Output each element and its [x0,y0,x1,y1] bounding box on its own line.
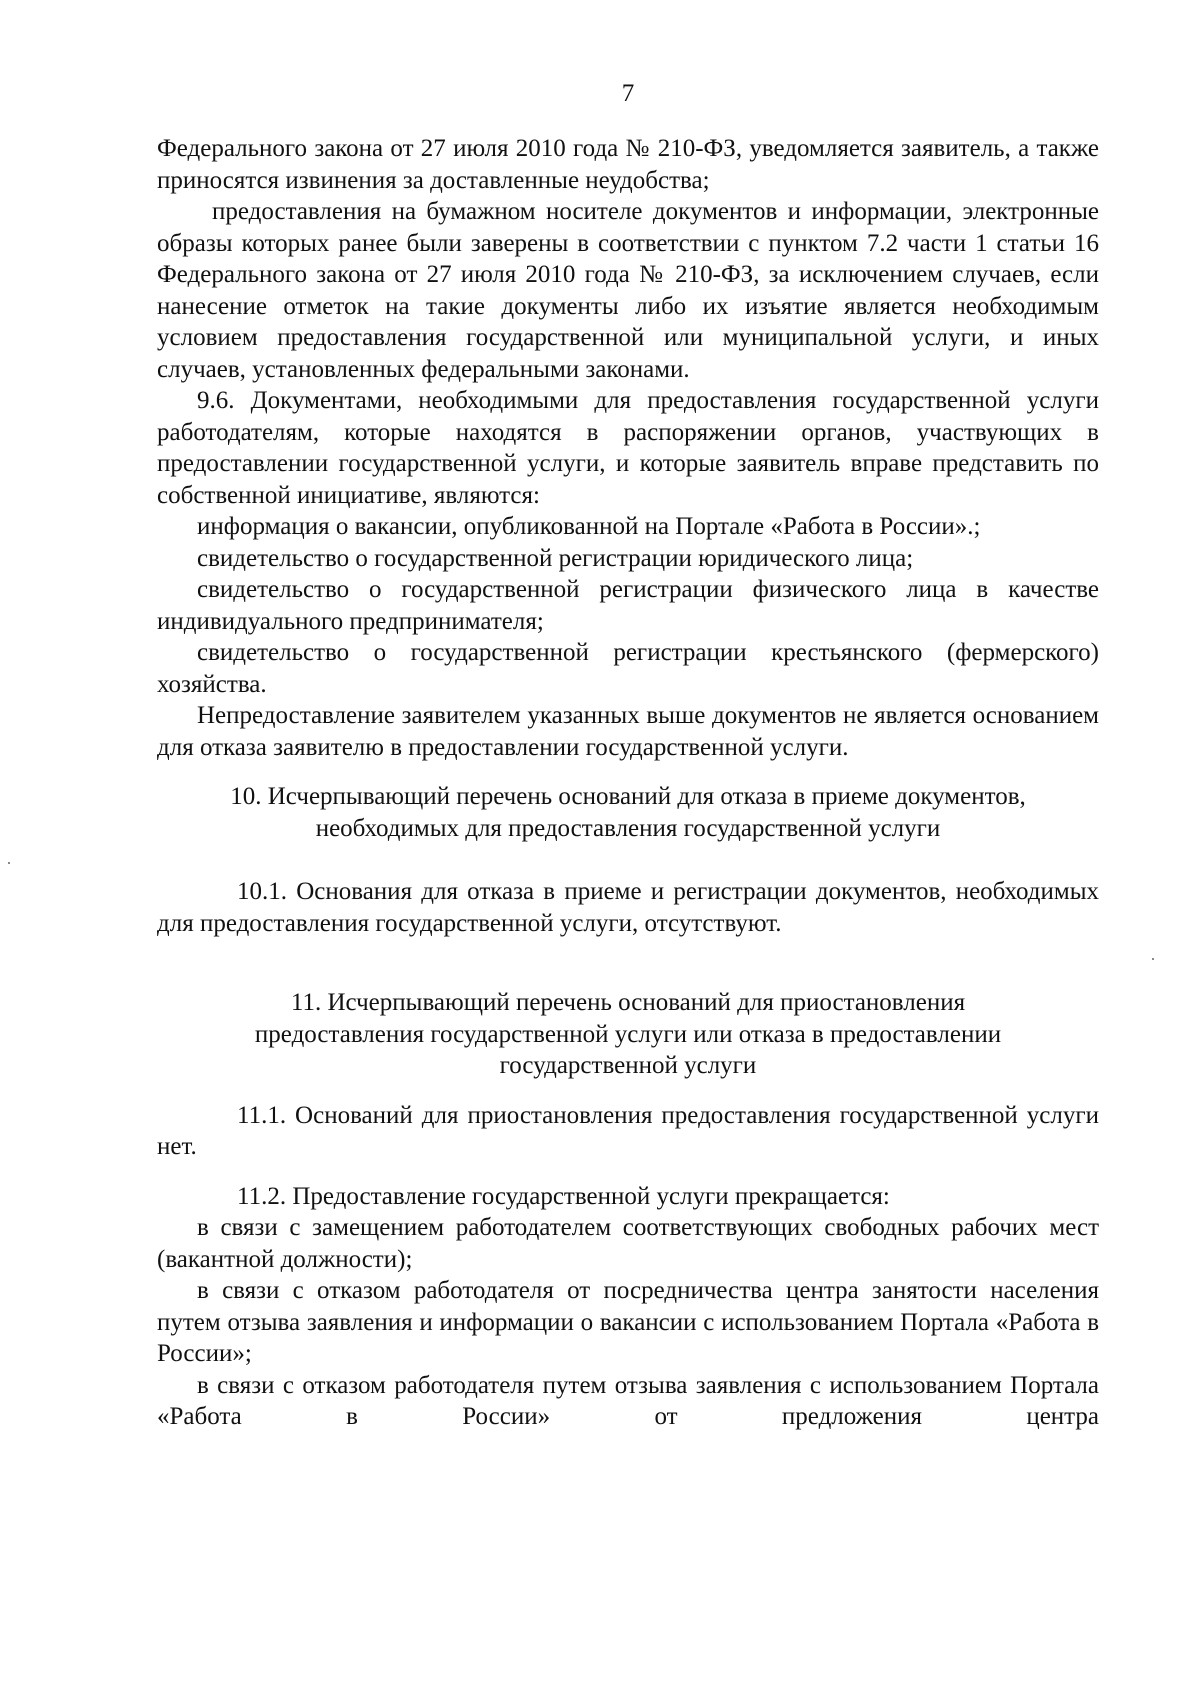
list-item: свидетельство о государственной регистрации крестьянского (фермерского) хозяйства. [157,639,1099,698]
list-item: в связи с отказом работодателя от посредничества центра занятости населения путем отзыва заявления и информации о вакансии с использованием Портала «Работа в России»; [157,1277,1099,1367]
paragraph-10-1: 10.1. Основания для отказа в приеме и регистрации документов, необходимых для предоставления государственной услуги, отсутствуют. [157,878,1099,937]
list-item: свидетельство о государственной регистрации юридического лица; [197,544,914,572]
section-11-heading-line: государственной услуги [499,1052,757,1079]
paragraph-9-6: 9.6. Документами, необходимыми для предоставления государственной услуги работодателям, которые находятся в распоряжении органов, участвующих в предоставлении государственной услуги, и которые заявитель вправе представить по собственной инициативе, являются: [157,387,1099,509]
document-body [157,133,1099,1433]
list-item: в связи с отказом работодателя путем отзыва заявления с использованием Портала «Работа в России» от предложения центра [157,1371,1099,1430]
scan-speck [1152,958,1154,960]
paragraph: предоставления на бумажном носителе документов и информации, электронные образы которых ранее были заверены в соответствии с пунктом 7.2 части 1 статьи 16 Федерального закона от 27 июля 2010 года № 210-ФЗ, за исключением случаев, если нанесение отметок на такие документы либо их изъятие является необходимым условием предоставления государственной или муниципальной услуги, и иных случаев, установленных федеральными законами. [157,198,1099,383]
list-item: свидетельство о государственной регистрации физического лица в качестве индивидуального предпринимателя; [157,576,1099,635]
section-10-heading-line: необходимых для предоставления государственной услуги [315,814,941,842]
section-10-heading-line: 10. Исчерпывающий перечень оснований для отказа в приеме документов, [230,783,1026,810]
list-item: информация о вакансии, опубликованной на Портале «Работа в России».; [197,513,981,540]
paragraph-11-1: 11.1. Оснований для приостановления предоставления государственной услуги нет. [157,1101,1099,1160]
page-number: 7 [621,80,635,107]
paragraph: Федерального закона от 27 июля 2010 года № 210-ФЗ, уведомляется заявитель, а также приносятся извинения за доставленные неудобства; [157,135,1099,194]
section-11-heading-line: 11. Исчерпывающий перечень оснований для приостановления [290,989,966,1016]
paragraph: Непредоставление заявителем указанных выше документов не является основанием для отказа заявителю в предоставлении государственной услуги. [157,702,1099,761]
section-11-heading-line: предоставления государственной услуги или отказа в предоставлении [254,1020,1002,1048]
list-item: в связи с замещением работодателем соответствующих свободных рабочих мест (вакантной должности); [157,1214,1099,1273]
paragraph-11-2: 11.2. Предоставление государственной услуги прекращается: [237,1182,890,1210]
scan-speck [8,862,10,864]
